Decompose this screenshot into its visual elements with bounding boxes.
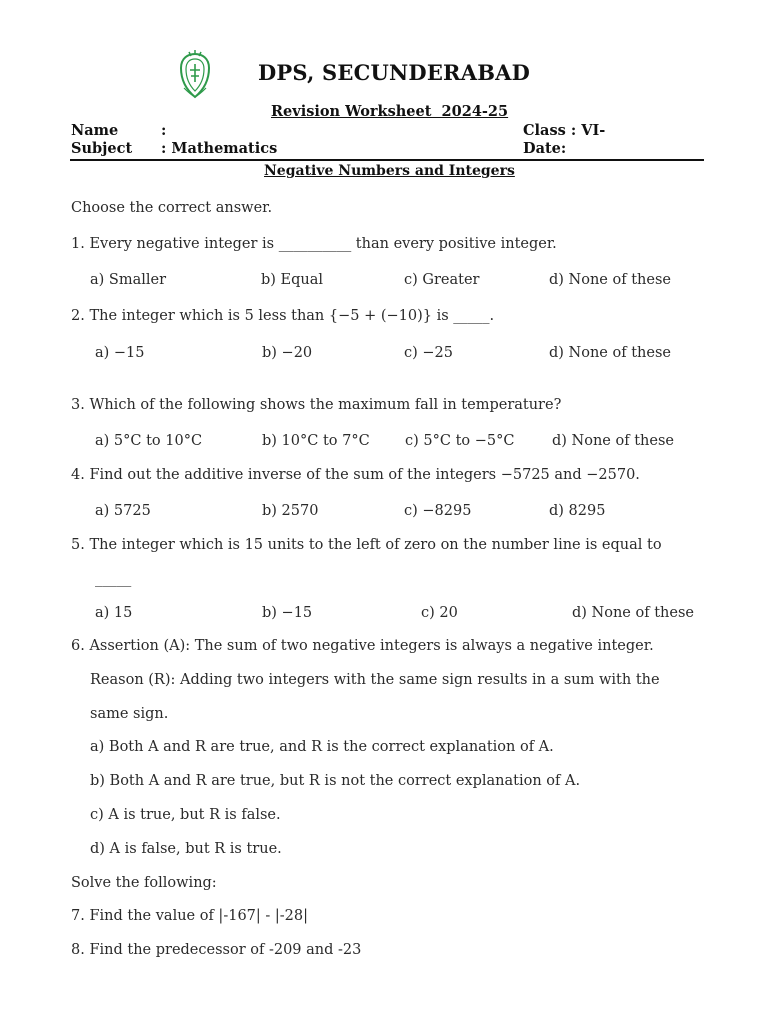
option: b) Both A and R are true, but R is not the correct explanation of A. xyxy=(90,773,581,789)
question-text: 6. Assertion (A): The sum of two negative integers is always a negative integer. xyxy=(71,638,654,654)
answer-blank: _____ xyxy=(95,571,132,587)
option: d) A is false, but R is true. xyxy=(90,841,282,857)
worksheet-title: Revision Worksheet 2024-25 xyxy=(271,103,509,120)
school-crest-icon xyxy=(176,50,214,100)
option: a) 5°C to 10°C xyxy=(95,433,203,449)
option: d) None of these xyxy=(549,345,671,361)
reason-text: Reason (R): Adding two integers with the same sign results in a sum with the xyxy=(90,672,660,688)
option: a) 5725 xyxy=(95,503,151,519)
question-text: 3. Which of the following shows the maximum fall in temperature? xyxy=(71,397,562,413)
topic-title: Negative Numbers and Integers xyxy=(264,163,515,179)
subject-value: : Mathematics xyxy=(161,140,278,157)
school-name: DPS, SECUNDERABAD xyxy=(258,60,531,85)
option: b) −20 xyxy=(262,345,313,361)
option: d) 8295 xyxy=(549,503,606,519)
class-label: Class : VI- xyxy=(523,122,606,139)
option: d) None of these xyxy=(572,605,694,621)
option: b) 10°C to 7°C xyxy=(262,433,370,449)
option: c) 20 xyxy=(421,605,458,621)
question-text: 8. Find the predecessor of -209 and -23 xyxy=(71,942,362,958)
option: c) −8295 xyxy=(404,503,472,519)
name-colon: : xyxy=(161,122,167,139)
question-text: 1. Every negative integer is __________ than every positive integer. xyxy=(71,236,557,252)
option: c) A is true, but R is false. xyxy=(90,807,281,823)
instruction-solve: Solve the following: xyxy=(71,875,217,891)
option: c) 5°C to −5°C xyxy=(405,433,515,449)
date-label: Date: xyxy=(523,140,567,157)
question-text: 2. The integer which is 5 less than {−5 + (−10)} is _____. xyxy=(71,308,495,324)
option: a) 15 xyxy=(95,605,133,621)
subject-label: Subject xyxy=(71,140,133,157)
option: a) −15 xyxy=(95,345,145,361)
question-text: 7. Find the value of |-167| - |-28| xyxy=(71,908,309,924)
option: d) None of these xyxy=(552,433,674,449)
option: c) Greater xyxy=(404,272,480,288)
question-text: 5. The integer which is 15 units to the left of zero on the number line is equal to xyxy=(71,537,662,553)
reason-text: same sign. xyxy=(90,706,169,722)
instruction-choose: Choose the correct answer. xyxy=(71,200,273,216)
header-divider xyxy=(70,159,704,161)
option: a) Smaller xyxy=(90,272,167,288)
option: a) Both A and R are true, and R is the correct explanation of A. xyxy=(90,739,554,755)
option: b) 2570 xyxy=(262,503,319,519)
option: c) −25 xyxy=(404,345,453,361)
option: b) −15 xyxy=(262,605,313,621)
option: b) Equal xyxy=(261,272,324,288)
question-text: 4. Find out the additive inverse of the sum of the integers −5725 and −2570. xyxy=(71,467,640,483)
name-label: Name xyxy=(71,122,119,139)
option: d) None of these xyxy=(549,272,671,288)
